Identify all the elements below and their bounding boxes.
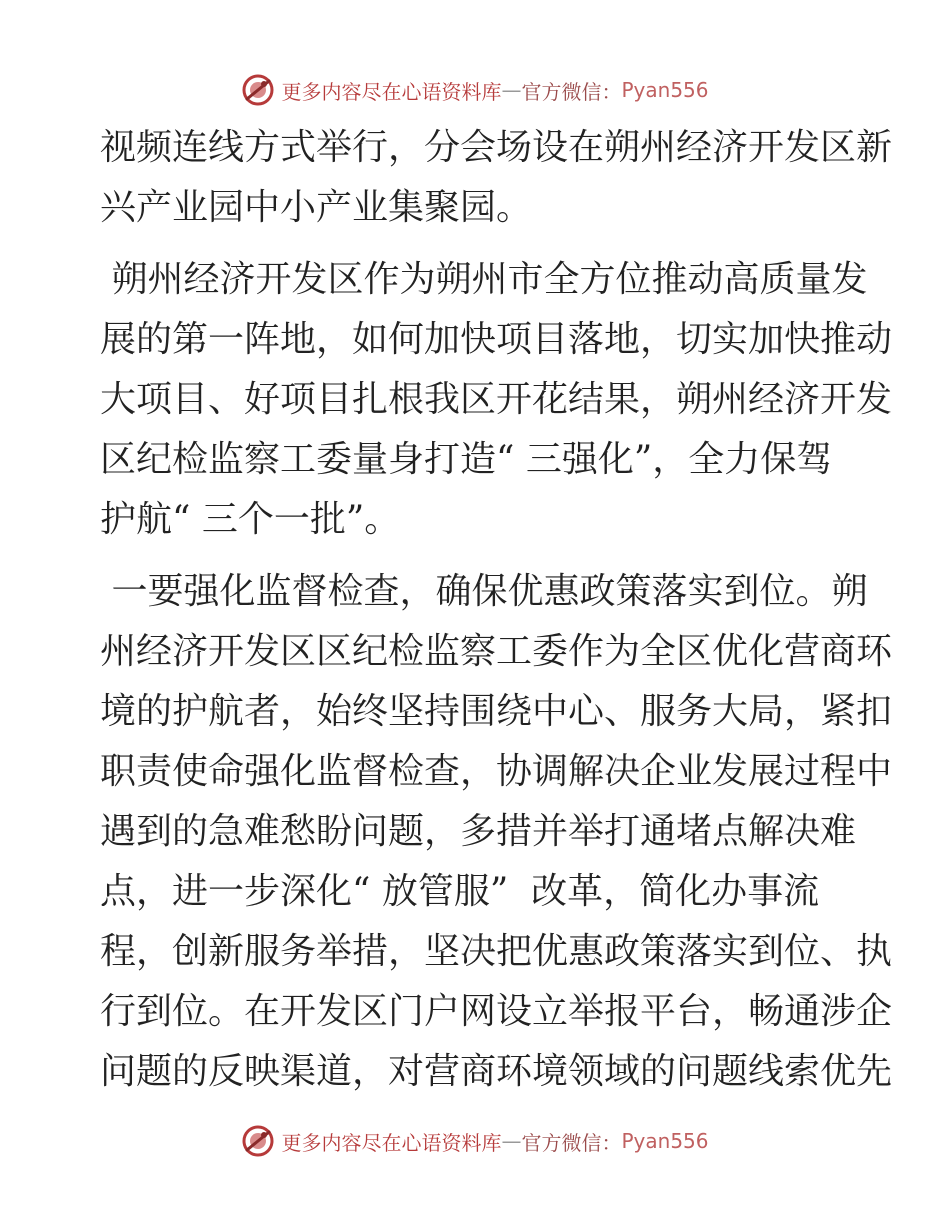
- text-line: 一要强化监督检查，确保优惠政策落实到位。朔: [100, 571, 868, 612]
- seal-logo-icon: [241, 1124, 275, 1158]
- text-line: 点，进一步深化“ 放管服” 改革，简化办事流: [100, 871, 820, 912]
- paragraph: [100, 118, 893, 238]
- banner-official-label: 官方微信：: [521, 1130, 622, 1155]
- banner-text: 更多内容尽在心语资料库: [281, 1130, 502, 1155]
- footer-banner: [0, 1121, 950, 1161]
- paragraph: [100, 250, 893, 550]
- text-line: 职责使命强化监督检查，协调解决企业发展过程中: [100, 751, 893, 792]
- document-body: [100, 118, 893, 1102]
- text-line: 视频连线方式举行，分会场设在朔州经济开发区新: [100, 127, 893, 168]
- text-line: 程，创新服务举措，坚决把优惠政策落实到位、执: [100, 931, 893, 972]
- paragraph: [100, 562, 893, 1102]
- seal-logo-icon: [241, 73, 275, 107]
- text-line: 兴产业园中小产业集聚园。: [100, 187, 533, 228]
- banner-wechat-id: Pyan556: [621, 1129, 709, 1153]
- header-banner: [0, 70, 950, 110]
- text-line: 问题的反映渠道，对营商环境领域的问题线索优先: [100, 1051, 893, 1092]
- banner-dash: —: [501, 78, 522, 102]
- text-line: 大项目、好项目扎根我区开花结果，朔州经济开发: [100, 379, 893, 420]
- text-line: 遇到的急难愁盼问题，多措并举打通堵点解决难: [100, 811, 857, 852]
- banner-official-label: 官方微信：: [521, 79, 622, 104]
- banner-dash: —: [501, 1129, 522, 1153]
- text-line: 境的护航者，始终坚持围绕中心、服务大局，紧扣: [100, 691, 893, 732]
- text-line: 行到位。在开发区门户网设立举报平台，畅通涉企: [100, 991, 893, 1032]
- text-line: 朔州经济开发区作为朔州市全方位推动高质量发: [100, 259, 868, 300]
- banner-wechat-id: Pyan556: [621, 78, 709, 102]
- text-line: 护航“ 三个一批”。: [100, 499, 401, 540]
- text-line: 区纪检监察工委量身打造“ 三强化”，全力保驾: [100, 439, 833, 480]
- text-line: 州经济开发区区纪检监察工委作为全区优化营商环: [100, 631, 893, 672]
- banner-text: 更多内容尽在心语资料库: [281, 79, 502, 104]
- text-line: 展的第一阵地，如何加快项目落地，切实加快推动: [100, 319, 893, 360]
